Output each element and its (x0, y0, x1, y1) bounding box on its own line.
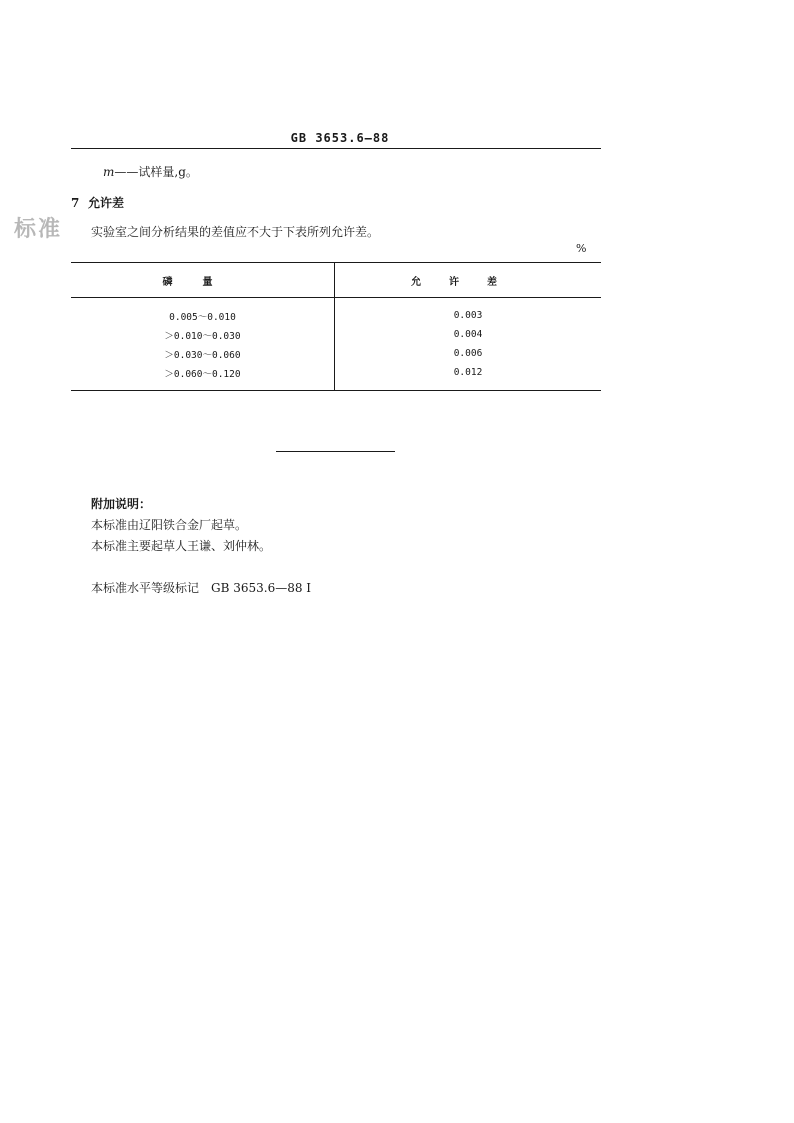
table-header-row (71, 263, 601, 298)
variable-dash: —— (114, 165, 139, 179)
variable-definition (103, 163, 198, 180)
watermark: 标准 (14, 217, 63, 242)
cell-tolerance: 0.006 (453, 348, 483, 359)
table-row (71, 298, 601, 326)
notes-line-drafting-unit: 本标准由辽阳铁合金厂起草。 (91, 518, 248, 532)
unit-label: % (576, 242, 587, 255)
section-heading (71, 194, 124, 211)
column-header-phosphorus: 磷量 (71, 263, 335, 298)
column-header-tolerance: 允许差 (335, 263, 602, 298)
tolerance-table (71, 262, 601, 391)
table-row (71, 344, 601, 363)
variable-text: 试样量,g。 (138, 165, 198, 179)
cell-phosphorus-range: ＞0.030～0.060 (71, 344, 335, 363)
variable-symbol: m (103, 165, 115, 179)
section-title: 允许差 (88, 196, 125, 210)
table-row (71, 363, 601, 391)
end-rule (276, 451, 395, 452)
header-rule (71, 148, 601, 149)
cell-tolerance: 0.012 (335, 363, 602, 391)
body-paragraph: 实验室之间分析结果的差值应不大于下表所列允许差。 (91, 225, 380, 239)
cell-tolerance: 0.004 (453, 329, 483, 340)
section-number: 7 (71, 196, 80, 210)
page-header-title: GB 3653.6—88 (290, 131, 390, 145)
cell-tolerance: 0.003 (453, 310, 483, 321)
notes-heading: 附加说明： (91, 497, 152, 511)
cell-phosphorus-range: ＞0.010～0.030 (71, 325, 335, 344)
notes-line-drafters: 本标准主要起草人王谦、刘仲林。 (91, 539, 272, 553)
cell-phosphorus-range: 0.005～0.010 (71, 298, 335, 326)
grade-mark-line: 本标准水平等级标记 GB 3653.6—88 I (91, 581, 312, 595)
cell-phosphorus-range: ＞0.060～0.120 (71, 363, 335, 391)
table-row (71, 325, 601, 344)
